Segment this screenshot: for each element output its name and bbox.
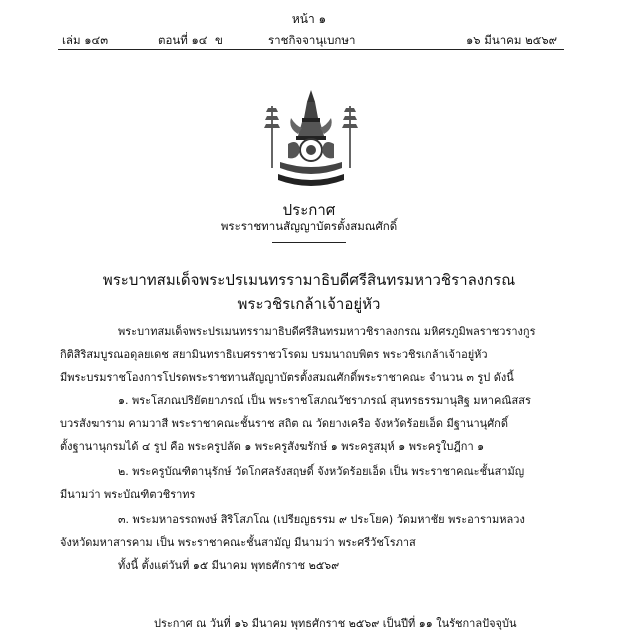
list-item-3-line: ๓. พระมหาอรรถพงษ์ สิริโสภโณ (เปรียญธรรม ๙ ประโยค) วัดมหาชัย พระอารามหลวง xyxy=(118,513,525,526)
announcement-subtitle: พระราชทานสัญญาบัตรตั้งสมณศักดิ์ xyxy=(220,219,398,233)
paragraph-line: กิติสิริสมบูรณอดุลยเดช สยามินทราธิเบศรราชวโรดม บรมนาถบพิตร พระวชิรเกล้าเจ้าอยู่หัว xyxy=(60,348,488,361)
list-item-1-line: ๑. พระโสภณปริยัตยาภรณ์ เป็น พระราชโสภณวัชราภรณ์ สุนทรธรรมานุสิฐ มหาคณิสสร xyxy=(118,394,531,407)
list-item-1-line: บวรสังฆาราม คามวาสี พระราชาคณะชั้นราช สถิต ณ วัดยางเครือ จังหวัดร้อยเอ็ด มีฐานานุศักดิ์ xyxy=(60,417,508,430)
royal-title-line-1: พระบาทสมเด็จพระปรเมนทรรามาธิบดีศรีสินทรมหาวชิราลงกรณ xyxy=(102,271,516,289)
gazette-name: ราชกิจจานุเบกษา xyxy=(268,33,356,47)
issue-label: ตอนที่ ๑๔ xyxy=(158,33,208,47)
gazette-date: ๑๖ มีนาคม ๒๕๖๙ xyxy=(466,33,558,47)
page-number: หน้า ๑ xyxy=(291,12,327,26)
effective-date-line: ทั้งนี้ ตั้งแต่วันที่ ๑๕ มีนาคม พุทธศักราช ๒๕๖๙ xyxy=(118,559,340,572)
list-item-3-line: จังหวัดมหาสารคาม เป็น พระราชาคณะชั้นสามัญ มีนามว่า พระศรีวัชโรภาส xyxy=(60,536,416,549)
royal-title-line-2: พระวชิรเกล้าเจ้าอยู่หัว xyxy=(237,295,381,313)
royal-emblem-icon xyxy=(258,88,364,188)
header-rule xyxy=(58,49,564,50)
proclamation-date-line: ประกาศ ณ วันที่ ๑๖ มีนาคม พุทธศักราช ๒๕๖๙ เป็นปีที่ ๑๑ ในรัชกาลปัจจุบัน xyxy=(154,617,517,630)
announcement-title: ประกาศ xyxy=(282,201,336,219)
paragraph-line: พระบาทสมเด็จพระปรเมนทรรามาธิบดีศรีสินทรมหาวชิราลงกรณ มหิศรภูมิพลราชวรางกูร xyxy=(118,325,536,338)
paragraph-line: มีพระบรมราชโองการโปรดพระราชทานสัญญาบัตรตั้งสมณศักดิ์พระราชาคณะ จำนวน ๓ รูป ดังนี้ xyxy=(60,371,514,384)
list-item-1-line: ตั้งฐานานุกรมได้ ๔ รูป คือ พระครูปลัด ๑ พระครูสังฆรักษ์ ๑ พระครูสมุห์ ๑ พระครูใบฎีกา ๑ xyxy=(60,440,485,453)
section-label: ข xyxy=(215,33,223,47)
volume-label: เล่ม ๑๔๓ xyxy=(62,33,109,47)
list-item-2-line: มีนามว่า พระบัณฑิตวชิราทร xyxy=(60,488,196,501)
title-rule xyxy=(272,242,346,243)
list-item-2-line: ๒. พระครูบัณฑิตานุรักษ์ วัดโกศลรังสฤษดิ์ จังหวัดร้อยเอ็ด เป็น พระราชาคณะชั้นสามัญ xyxy=(118,465,525,478)
